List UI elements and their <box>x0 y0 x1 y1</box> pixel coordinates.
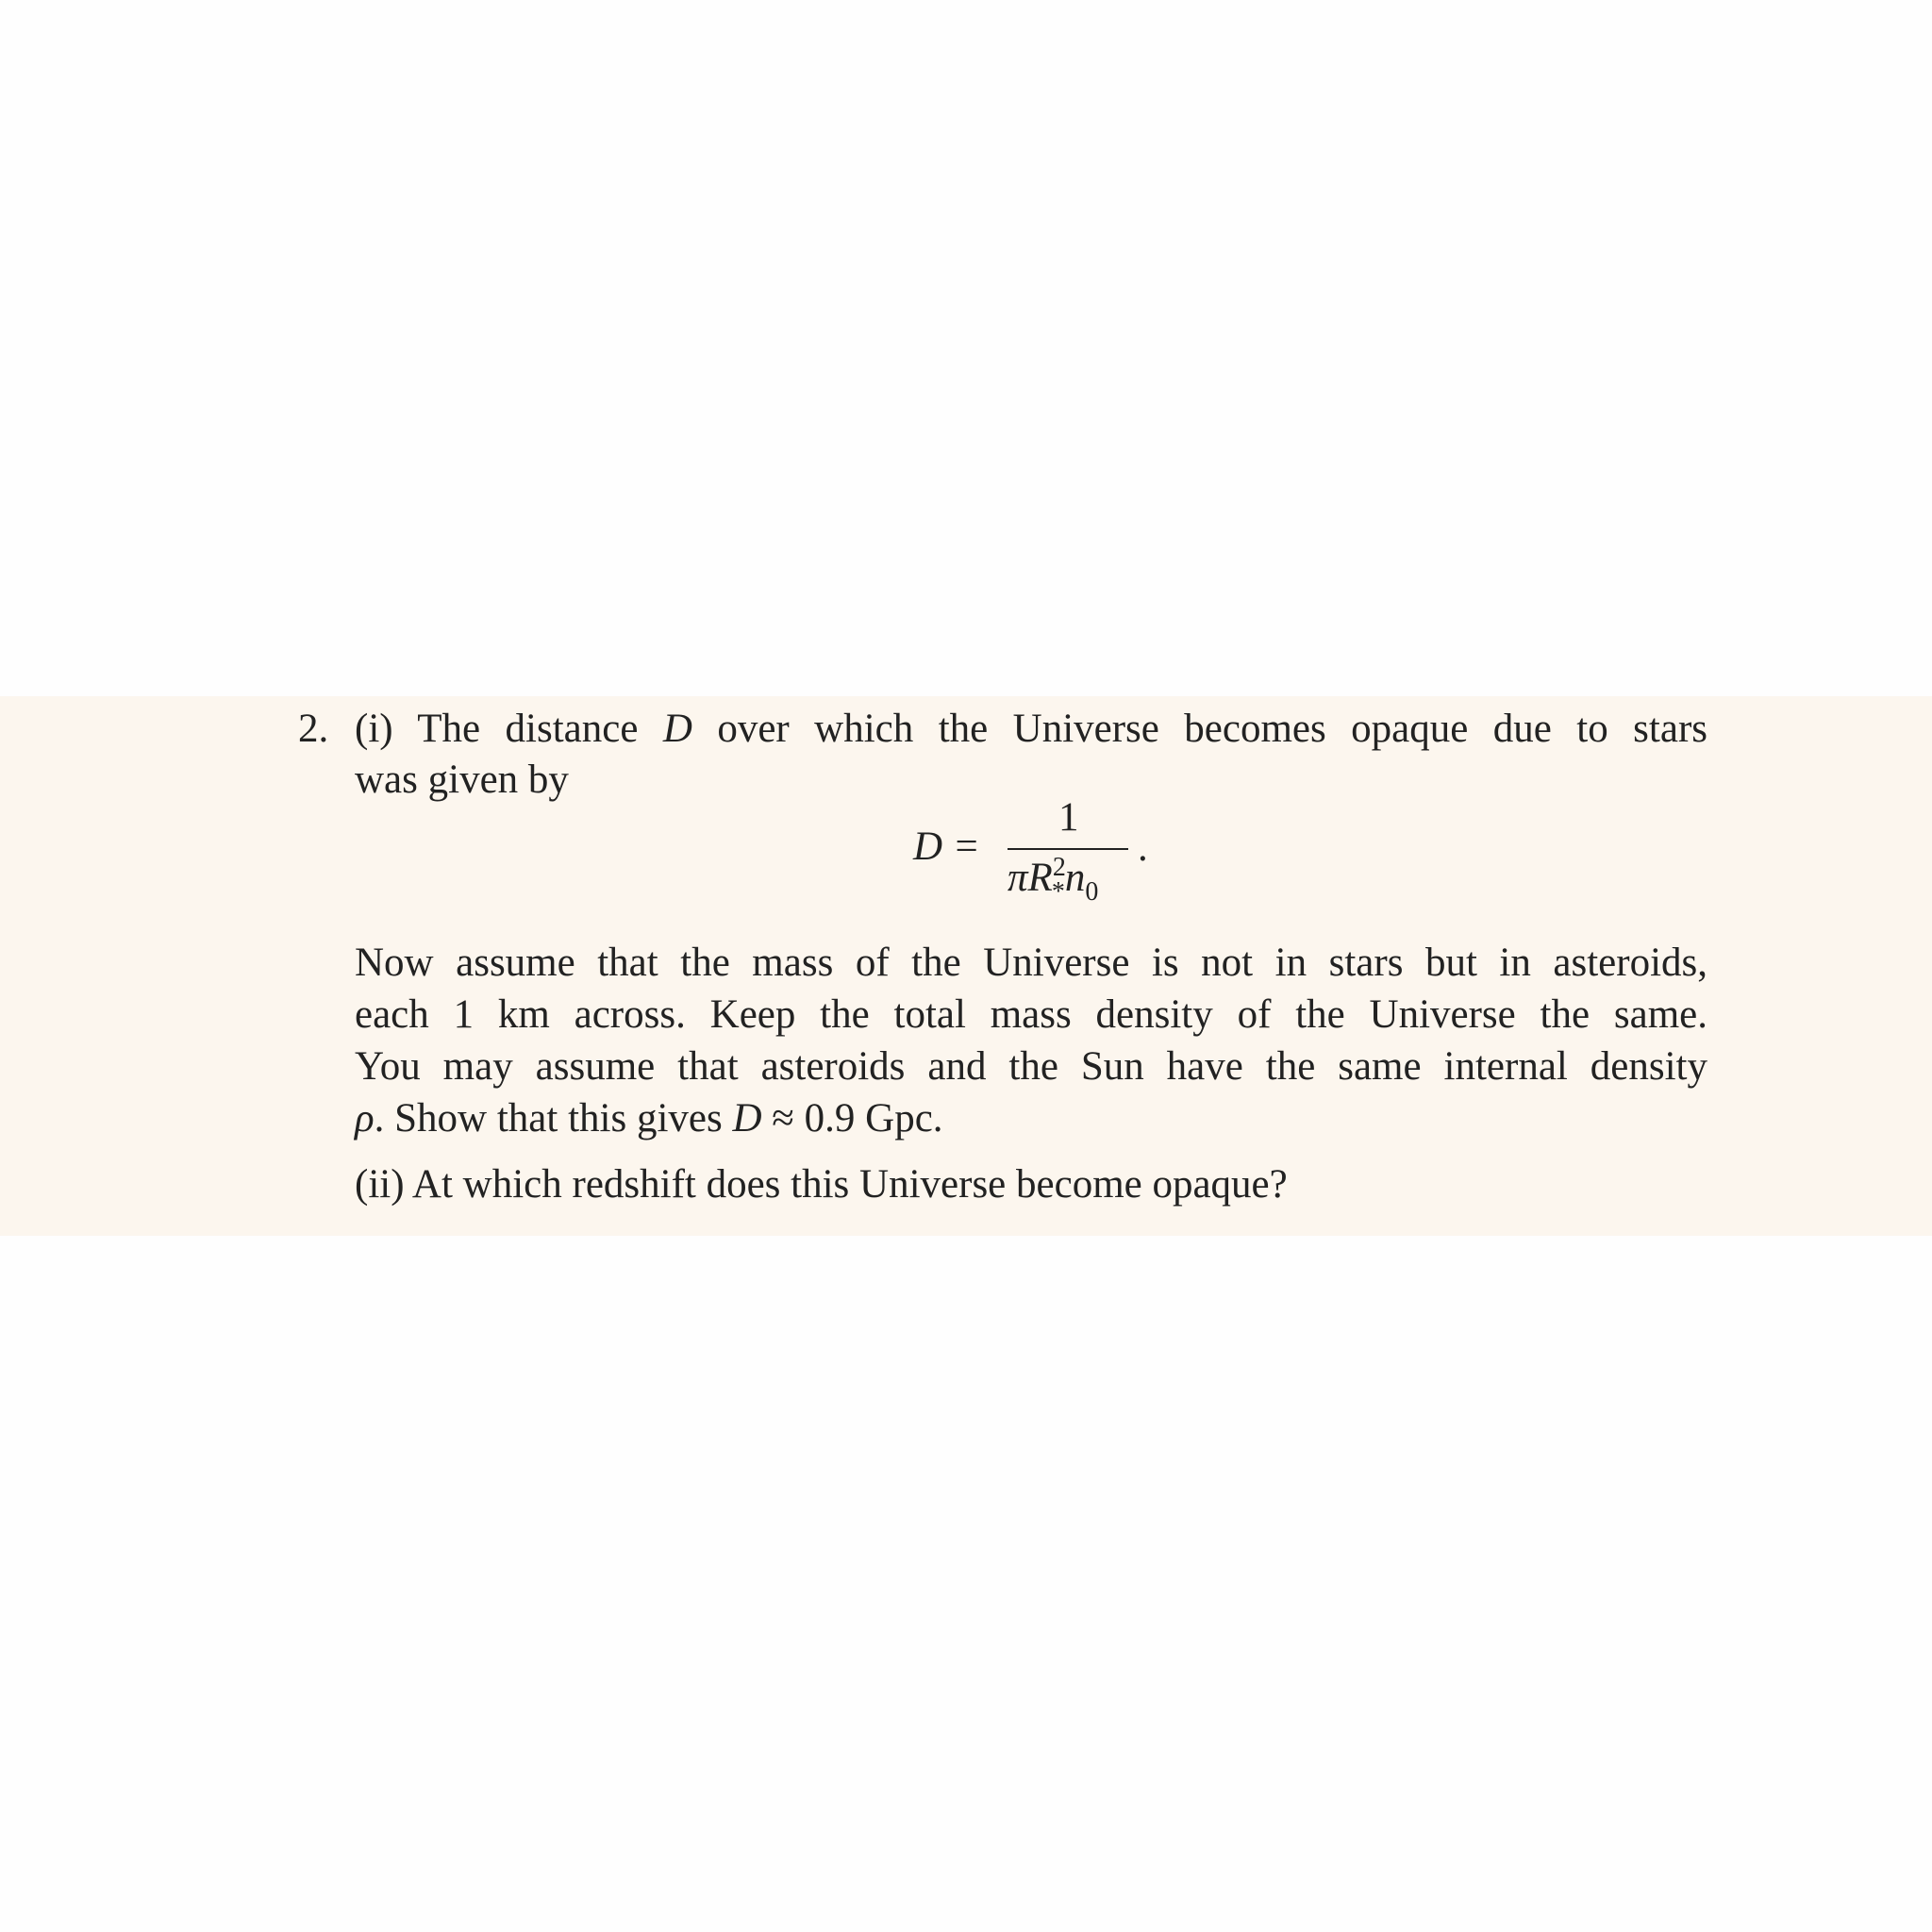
equation-numerator: 1 <box>1058 795 1079 840</box>
paragraph2-line2: each 1 km across. Keep the total mass density of the Universe the same. <box>355 992 1707 1037</box>
variable-D-2: D <box>732 1096 762 1141</box>
part1-line1-pre: (i) The distance <box>355 707 663 751</box>
den-R-sup: 2 <box>1052 853 1066 882</box>
variable-rho: ρ <box>355 1096 375 1141</box>
den-R-sub: * <box>1051 877 1065 907</box>
part1-line1-post: over which the Universe becomes opaque due to stars <box>691 707 1707 751</box>
variable-D: D <box>662 707 692 751</box>
den-n-sub: 0 <box>1085 877 1099 907</box>
equation-lhs <box>913 822 980 873</box>
den-n: n <box>1064 856 1086 900</box>
paragraph2-line4-end: ≈ 0.9 Gpc. <box>761 1096 943 1141</box>
paragraph2-line1: Now assume that the mass of the Universe is not in stars but in asteroids, <box>355 941 1707 985</box>
equation-fraction-bar <box>1008 848 1128 850</box>
den-R: R <box>1027 856 1053 900</box>
den-pi: π <box>1008 856 1028 900</box>
problem-part2: (ii) At which redshift does this Universe become opaque? <box>355 1162 1288 1207</box>
equation-denominator <box>1008 853 1098 908</box>
paragraph2-line4-mid: . Show that this gives <box>374 1096 733 1141</box>
problem-number: 2. <box>298 707 329 751</box>
problem-part1-line2: was given by <box>355 758 569 802</box>
problem-part1-line1 <box>355 704 1707 755</box>
equation-lhs-text: D = <box>913 824 980 869</box>
paragraph2-line4 <box>355 1093 943 1144</box>
paragraph2-line3: You may assume that asteroids and the Sun have the same internal density <box>355 1044 1707 1089</box>
equation-period: . <box>1138 825 1148 870</box>
